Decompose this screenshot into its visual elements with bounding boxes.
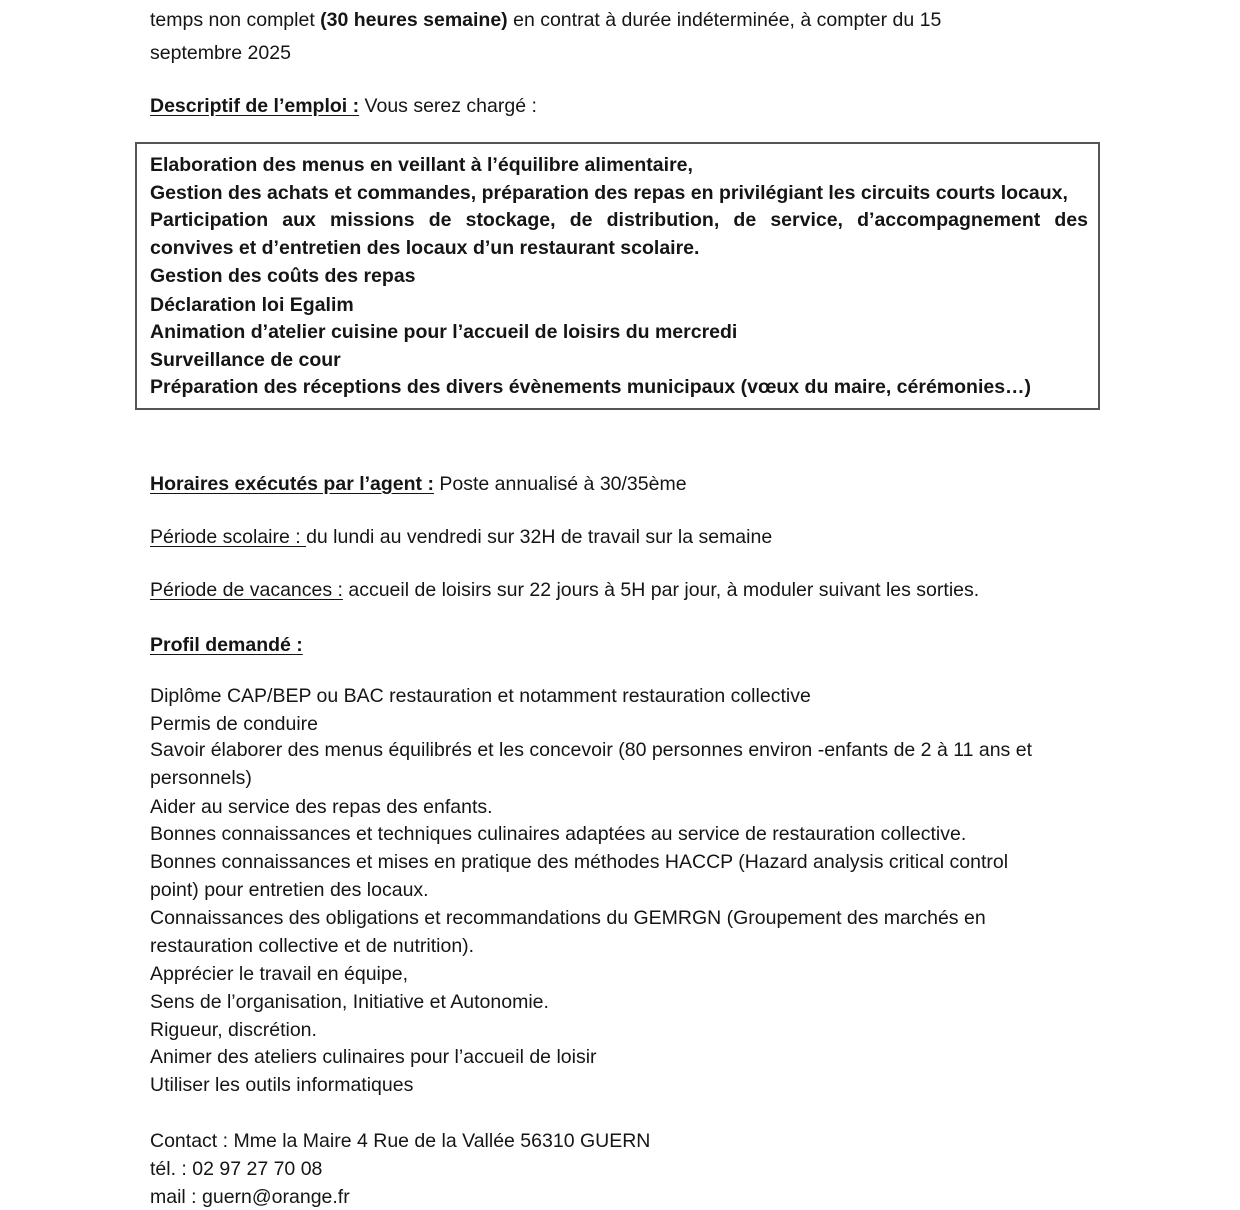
duty-item: Elaboration des menus en veillant à l’équilibre alimentaire, (150, 154, 693, 176)
horaires-line (150, 471, 687, 497)
intro-line-1 (150, 7, 941, 33)
duty-item: Gestion des coûts des repas (150, 265, 416, 287)
periode-scolaire-line (150, 524, 772, 550)
profil-heading: Profil demandé : (150, 634, 303, 656)
profil-line: Apprécier le travail en équipe, (150, 963, 408, 985)
profil-line: Sens de l’organisation, Initiative et Autonomie. (150, 991, 549, 1013)
periode-vacances-text: accueil de loisirs sur 22 jours à 5H par jour, à moduler suivant les sorties. (342, 579, 980, 601)
intro-line-2: septembre 2025 (150, 42, 291, 64)
periode-scolaire-text: du lundi au vendredi sur 32H de travail sur la semaine (306, 526, 773, 548)
profil-line: Connaissances des obligations et recommandations du GEMRGN (Groupement des marchés en (150, 907, 986, 929)
duty-item: Déclaration loi Egalim (150, 294, 354, 316)
profil-line: personnels) (150, 767, 252, 789)
profil-line: Aider au service des repas des enfants. (150, 796, 493, 818)
contact-email[interactable]: mail : guern@orange.fr (150, 1186, 350, 1208)
intro-hours: (30 heures semaine) (320, 9, 508, 31)
profil-line: Diplôme CAP/BEP ou BAC restauration et notamment restauration collective (150, 685, 811, 707)
profil-line: point) pour entretien des locaux. (150, 879, 429, 901)
contact-address: Contact : Mme la Maire 4 Rue de la Vallée 56310 GUERN (150, 1130, 651, 1152)
descriptif-text: Vous serez chargé : (359, 95, 537, 117)
horaires-text: Poste annualisé à 30/35ème (433, 473, 687, 495)
duty-item: Animation d’atelier cuisine pour l’accueil de loisirs du mercredi (150, 321, 738, 343)
contact-phone: tél. : 02 97 27 70 08 (150, 1158, 323, 1180)
profil-line: restauration collective et de nutrition). (150, 935, 475, 957)
periode-scolaire-label: Période scolaire : (150, 526, 307, 548)
periode-vacances-label: Période de vacances : (150, 579, 343, 601)
descriptif-label: Descriptif de l’emploi : (150, 95, 360, 117)
duty-item: convives et d’entretien des locaux d’un restaurant scolaire. (150, 237, 700, 259)
profil-line: Rigueur, discrétion. (150, 1019, 317, 1041)
profil-line: Savoir élaborer des menus équilibrés et les concevoir (80 personnes environ -enfants de 2 à 11 ans et (150, 739, 1032, 761)
horaires-label: Horaires exécutés par l’agent : (150, 473, 434, 495)
duty-item: Préparation des réceptions des divers évènements municipaux (vœux du maire, cérémonies…) (150, 376, 1032, 398)
profil-line: Bonnes connaissances et mises en pratique des méthodes HACCP (Hazard analysis critical control (150, 851, 1009, 873)
intro-text: temps non complet (150, 9, 321, 31)
profil-line: Bonnes connaissances et techniques culinaires adaptées au service de restauration collective. (150, 823, 967, 845)
duty-item: Gestion des achats et commandes, préparation des repas en privilégiant les circuits courts locaux, (150, 182, 1068, 204)
profil-line: Animer des ateliers culinaires pour l’accueil de loisir (150, 1046, 597, 1068)
duty-item: Participation aux missions de stockage, de distribution, de service, d’accompagnement des (150, 209, 1088, 231)
periode-vacances-line (150, 577, 979, 603)
profil-line: Utiliser les outils informatiques (150, 1074, 414, 1096)
profil-line: Permis de conduire (150, 713, 318, 735)
intro-contract: en contrat à durée indéterminée, à compter du 15 (507, 9, 942, 31)
duty-item: Surveillance de cour (150, 349, 341, 371)
descriptif-heading (150, 93, 537, 119)
